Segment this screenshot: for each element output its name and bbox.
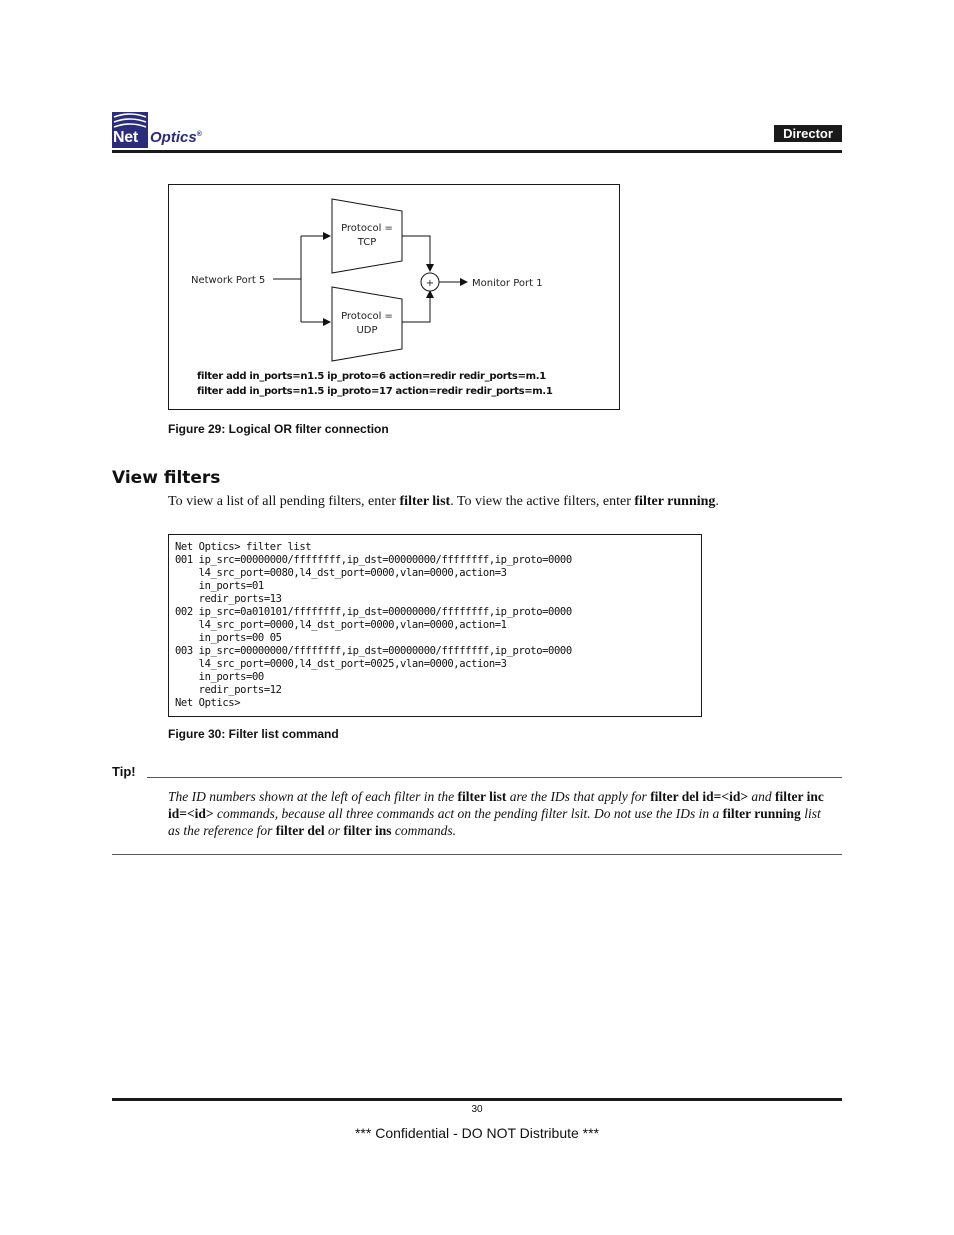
- udp-to-combiner: [402, 291, 430, 322]
- tip-rule-bottom: [112, 854, 842, 855]
- net-optics-logo: [112, 112, 222, 148]
- header-rule: [112, 150, 842, 153]
- tip-body: The ID numbers shown at the left of each filter in the filter list are the IDs that apply for filter del id=<id> and filter inc id=<id> commands, because all three commands act on the pending filter lsit. Do not use the IDs in a filter running list as the reference for filter del or filter ins commands.: [168, 789, 824, 838]
- logo-optics-text: Optics®: [150, 129, 202, 146]
- tcp-to-combiner: [402, 236, 430, 271]
- udp-box-line1: Protocol =: [341, 311, 393, 322]
- code-block: [168, 534, 702, 717]
- combiner-symbol: +: [425, 278, 435, 289]
- tip-label: Tip!: [112, 764, 136, 779]
- intro-paragraph: To view a list of all pending filters, enter filter list. To view the active filters, enter filter running.: [168, 494, 719, 509]
- cmd-filter-list: filter list: [399, 494, 451, 509]
- filter-command-tcp: filter add in_ports=n1.5 ip_proto=6 action=redir redir_ports=m.1: [197, 371, 546, 382]
- udp-box-line2: UDP: [356, 325, 378, 336]
- tcp-filter-box: [332, 199, 402, 273]
- tcp-box-line1: Protocol =: [341, 223, 393, 234]
- filter-list-output: Net Optics> filter list 001 ip_src=00000000/ffffffff,ip_dst=00000000/ffffffff,ip_proto=0000 l4_src_port=0080,l4_dst_port=0000,vlan=0000,action=3 in_ports=01 redir_ports=13 002 ip_src=0a010101/ffffffff,ip_dst=00000000/ffffffff,ip_proto=0000 l4_src_port=0000,l4_dst_port=0000,vlan=0000,action=1 in_ports=00 05 003 ip_src=00000000/ffffffff,ip_dst=00000000/ffffffff,ip_proto=0000 l4_src_port=0000,l4_dst_port=0025,vlan=0000,action=3 in_ports=00 redir_ports=12 Net Optics>: [175, 541, 572, 709]
- monitor-port-label: Monitor Port 1: [472, 278, 543, 289]
- section-badge: Director: [774, 125, 842, 142]
- or-filter-diagram: [168, 184, 620, 410]
- logo-net-text: Net: [113, 129, 138, 146]
- logo-waves-icon: [112, 112, 148, 130]
- tcp-box-line2: TCP: [357, 237, 377, 248]
- filter-command-udp: filter add in_ports=n1.5 ip_proto=17 action=redir redir_ports=m.1: [197, 386, 553, 397]
- logo-mark: [112, 112, 148, 148]
- figure-29-caption: Figure 29: Logical OR filter connection: [168, 422, 389, 436]
- cmd-filter-running: filter running: [634, 494, 716, 509]
- section-heading: View filters: [112, 468, 221, 488]
- registered-mark: ®: [196, 131, 202, 138]
- udp-filter-box: [332, 287, 402, 361]
- network-port-label: Network Port 5: [191, 275, 266, 286]
- page-number: 30: [471, 1104, 483, 1115]
- tip-rule-top: [147, 777, 842, 778]
- figure-30-caption: Figure 30: Filter list command: [168, 727, 339, 741]
- confidential-notice: *** Confidential - DO NOT Distribute ***: [354, 1125, 600, 1141]
- footer-rule: [112, 1098, 842, 1101]
